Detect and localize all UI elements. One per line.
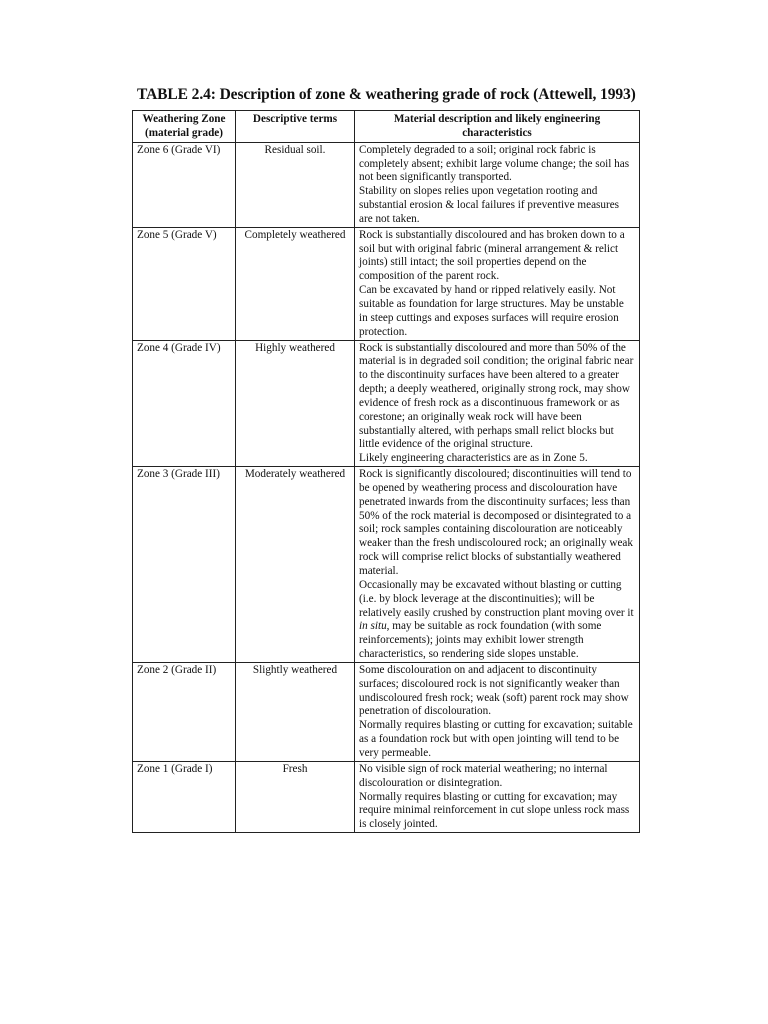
table-row xyxy=(133,761,640,832)
description-paragraph: No visible sign of rock material weathering; no internal discolouration or disintegration. xyxy=(359,762,608,789)
header-weathering-zone: Weathering Zone (material grade) xyxy=(133,111,236,143)
zone-cell: Zone 3 (Grade III) xyxy=(133,467,236,663)
description-cell xyxy=(355,662,640,761)
engineering-paragraph xyxy=(359,579,635,662)
description-cell xyxy=(355,227,640,340)
engineering-paragraph: Can be excavated by hand or ripped relatively easily. Not suitable as foundation for large structures. May be unstable in steep cuttings and exposes surfaces will require erosion protection. xyxy=(359,284,624,338)
zone-cell: Zone 1 (Grade I) xyxy=(133,761,236,832)
description-cell xyxy=(355,340,640,467)
engineering-paragraph: Stability on slopes relies upon vegetation rooting and substantial erosion & local failures if preventive measures are not taken. xyxy=(359,185,620,225)
description-paragraph: Rock is substantially discoloured and more than 50% of the material is in degraded soil condition; the original fabric near to the discontinuity surfaces have been altered to a greater depth; a deeply weathered, originally strong rock, may show evidence of fresh rock as a discontinuous framework or as corestone; an originally weak rock will have been substantially altered, with perhaps small relict blocks but little evidence of the original structure. xyxy=(359,341,634,451)
description-paragraph: Rock is significantly discoloured; discontinuities will tend to be opened by weathering process and discolouration have penetrated inwards from the discontinuity surfaces; less than 50% of the rock material is decomposed or disintegrated to a soil; rock samples containing discolouration are noticeably weaker than the fresh undiscoloured rock; an originally weak rock will comprise relict blocks of substantially weathered material. xyxy=(359,468,633,577)
in-situ-term: in situ xyxy=(359,620,387,633)
term-cell: Completely weathered xyxy=(236,227,355,340)
term-cell: Moderately weathered xyxy=(236,467,355,663)
zone-cell: Zone 2 (Grade II) xyxy=(133,662,236,761)
table-title: TABLE 2.4: Description of zone & weathering grade of rock (Attewell, 1993) xyxy=(137,86,636,103)
zone-cell: Zone 5 (Grade V) xyxy=(133,227,236,340)
term-cell: Slightly weathered xyxy=(236,662,355,761)
table-header-row xyxy=(133,111,640,143)
weathering-grade-table xyxy=(132,110,640,833)
table-row xyxy=(133,662,640,761)
zone-cell: Zone 6 (Grade VI) xyxy=(133,142,236,227)
description-paragraph: Rock is substantially discoloured and has broken down to a soil but with original fabric (mineral arrangement & relict joints) still intact; the soil properties depend on the composition of the parent rock. xyxy=(359,228,625,283)
term-cell: Highly weathered xyxy=(236,340,355,467)
description-cell xyxy=(355,142,640,227)
table-row xyxy=(133,467,640,663)
engineering-paragraph: Normally requires blasting or cutting for excavation; may require minimal reinforcement in cut slope unless rock mass is closely jointed. xyxy=(359,790,630,831)
header-material-description: Material description and likely engineering characteristics xyxy=(355,111,640,143)
description-paragraph: Completely degraded to a soil; original rock fabric is completely absent; exhibit large volume change; the soil has not been significantly transported. xyxy=(359,143,630,184)
term-cell: Fresh xyxy=(236,761,355,832)
term-cell: Residual soil. xyxy=(236,142,355,227)
table-row xyxy=(133,340,640,467)
engineering-paragraph: Likely engineering characteristics are as in Zone 5. xyxy=(359,452,588,465)
engineering-text-part: Occasionally may be excavated without blasting or cutting (i.e. by block leverage at the discontinuities); will be relatively easily crushed by construction plant moving over it xyxy=(359,578,634,619)
description-cell xyxy=(355,761,640,832)
zone-cell: Zone 4 (Grade IV) xyxy=(133,340,236,467)
description-cell xyxy=(355,467,640,663)
engineering-paragraph: Normally requires blasting or cutting for excavation; suitable as a foundation rock but with open jointing will tend to be very permeable. xyxy=(359,719,633,759)
table-row xyxy=(133,227,640,340)
engineering-text-part: , may be suitable as rock foundation (with some reinforcements); joints may exhibit lower strength characteristics, so rendering side slopes unstable. xyxy=(359,620,602,661)
header-descriptive-terms: Descriptive terms xyxy=(236,111,355,143)
table-row xyxy=(133,142,640,227)
description-paragraph: Some discolouration on and adjacent to discontinuity surfaces; discoloured rock is not significantly weaker than undiscoloured fresh rock; weak (soft) parent rock may show penetration of discolouration. xyxy=(359,663,629,718)
